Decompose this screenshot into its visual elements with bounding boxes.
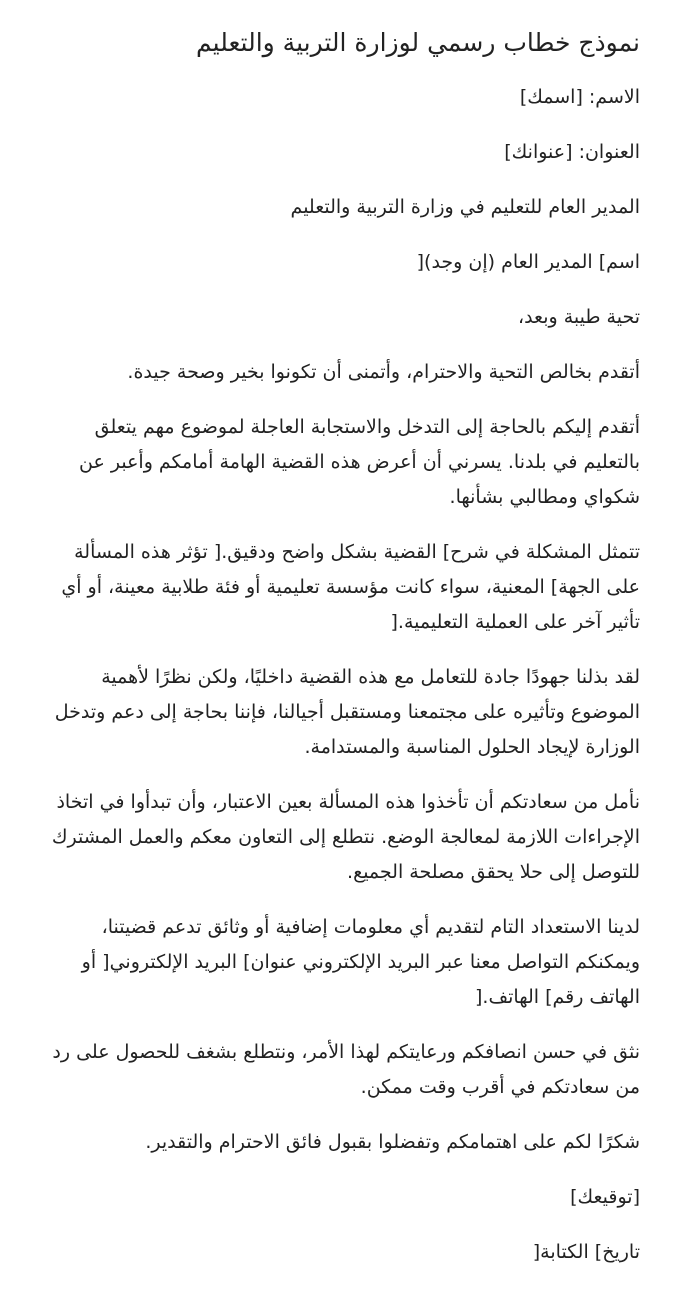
body-paragraph: تتمثل المشكلة في شرح] القضية بشكل واضح ودقيق.[ تؤثر هذه المسألة على الجهة] المعنية، سواء كانت مؤسسة تعليمية أو فئة طلابية معينة، أو أي تأثير آخر على العملية التعليمية.[ — [61, 541, 640, 633]
greeting-line: تحية طيبة وبعد، — [517, 306, 640, 328]
recipient-line: المدير العام للتعليم في وزارة التربية والتعليم — [290, 196, 640, 218]
body-paragraph: أتقدم إليكم بالحاجة إلى التدخل والاستجابة العاجلة لموضوع مهم يتعلق بالتعليم في بلدنا. يسرني أن أعرض هذه القضية الهامة أمامكم وأعبر عن شكواي ومطالبي بشأنها. — [79, 416, 640, 508]
body-paragraph: لقد بذلنا جهودًا جادة للتعامل مع هذه القضية داخليًا، ولكن نظرًا لأهمية الموضوع وتأثيره على مجتمعنا ومستقبل أجيالنا، فإننا بحاجة إلى دعم وتدخل الوزارة لإيجاد الحلول المناسبة والمستدامة. — [54, 666, 640, 758]
body-paragraph: نثق في حسن انصافكم ورعايتكم لهذا الأمر، ونتطلع بشغف للحصول على رد من سعادتكم في أقرب وقت ممكن. — [52, 1041, 640, 1098]
closing-paragraph: شكرًا لكم على اهتمامكم وتفضلوا بقبول فائق الاحترام والتقدير. — [145, 1131, 640, 1153]
body-paragraph: نأمل من سعادتكم أن تأخذوا هذه المسألة بعين الاعتبار، وأن تبدأوا في اتخاذ الإجراءات اللازمة لمعالجة الوضع. نتطلع إلى التعاون معكم والعمل المشترك للتوصل إلى حلا يحقق مصلحة الجميع. — [51, 791, 640, 883]
name-line: الاسم: [اسمك] — [519, 86, 640, 108]
body-paragraph: أتقدم بخالص التحية والاحترام، وأتمنى أن تكونوا بخير وصحة جيدة. — [127, 361, 640, 383]
date-line: تاريخ] الكتابة[ — [532, 1241, 640, 1263]
director-name-line: اسم] المدير العام (إن وجد)[ — [416, 251, 640, 273]
body-paragraph: لدينا الاستعداد التام لتقديم أي معلومات إضافية أو وثائق تدعم قضيتنا، ويمكنكم التواصل معنا عبر البريد الإلكتروني عنوان] البريد الإلكتروني[ أو الهاتف رقم] الهاتف.[ — [81, 916, 640, 1008]
document-title: نموذج خطاب رسمي لوزارة التربية والتعليم — [196, 28, 640, 57]
signature-line: [توقيعك] — [570, 1186, 640, 1208]
address-line: العنوان: [عنوانك] — [504, 141, 640, 163]
